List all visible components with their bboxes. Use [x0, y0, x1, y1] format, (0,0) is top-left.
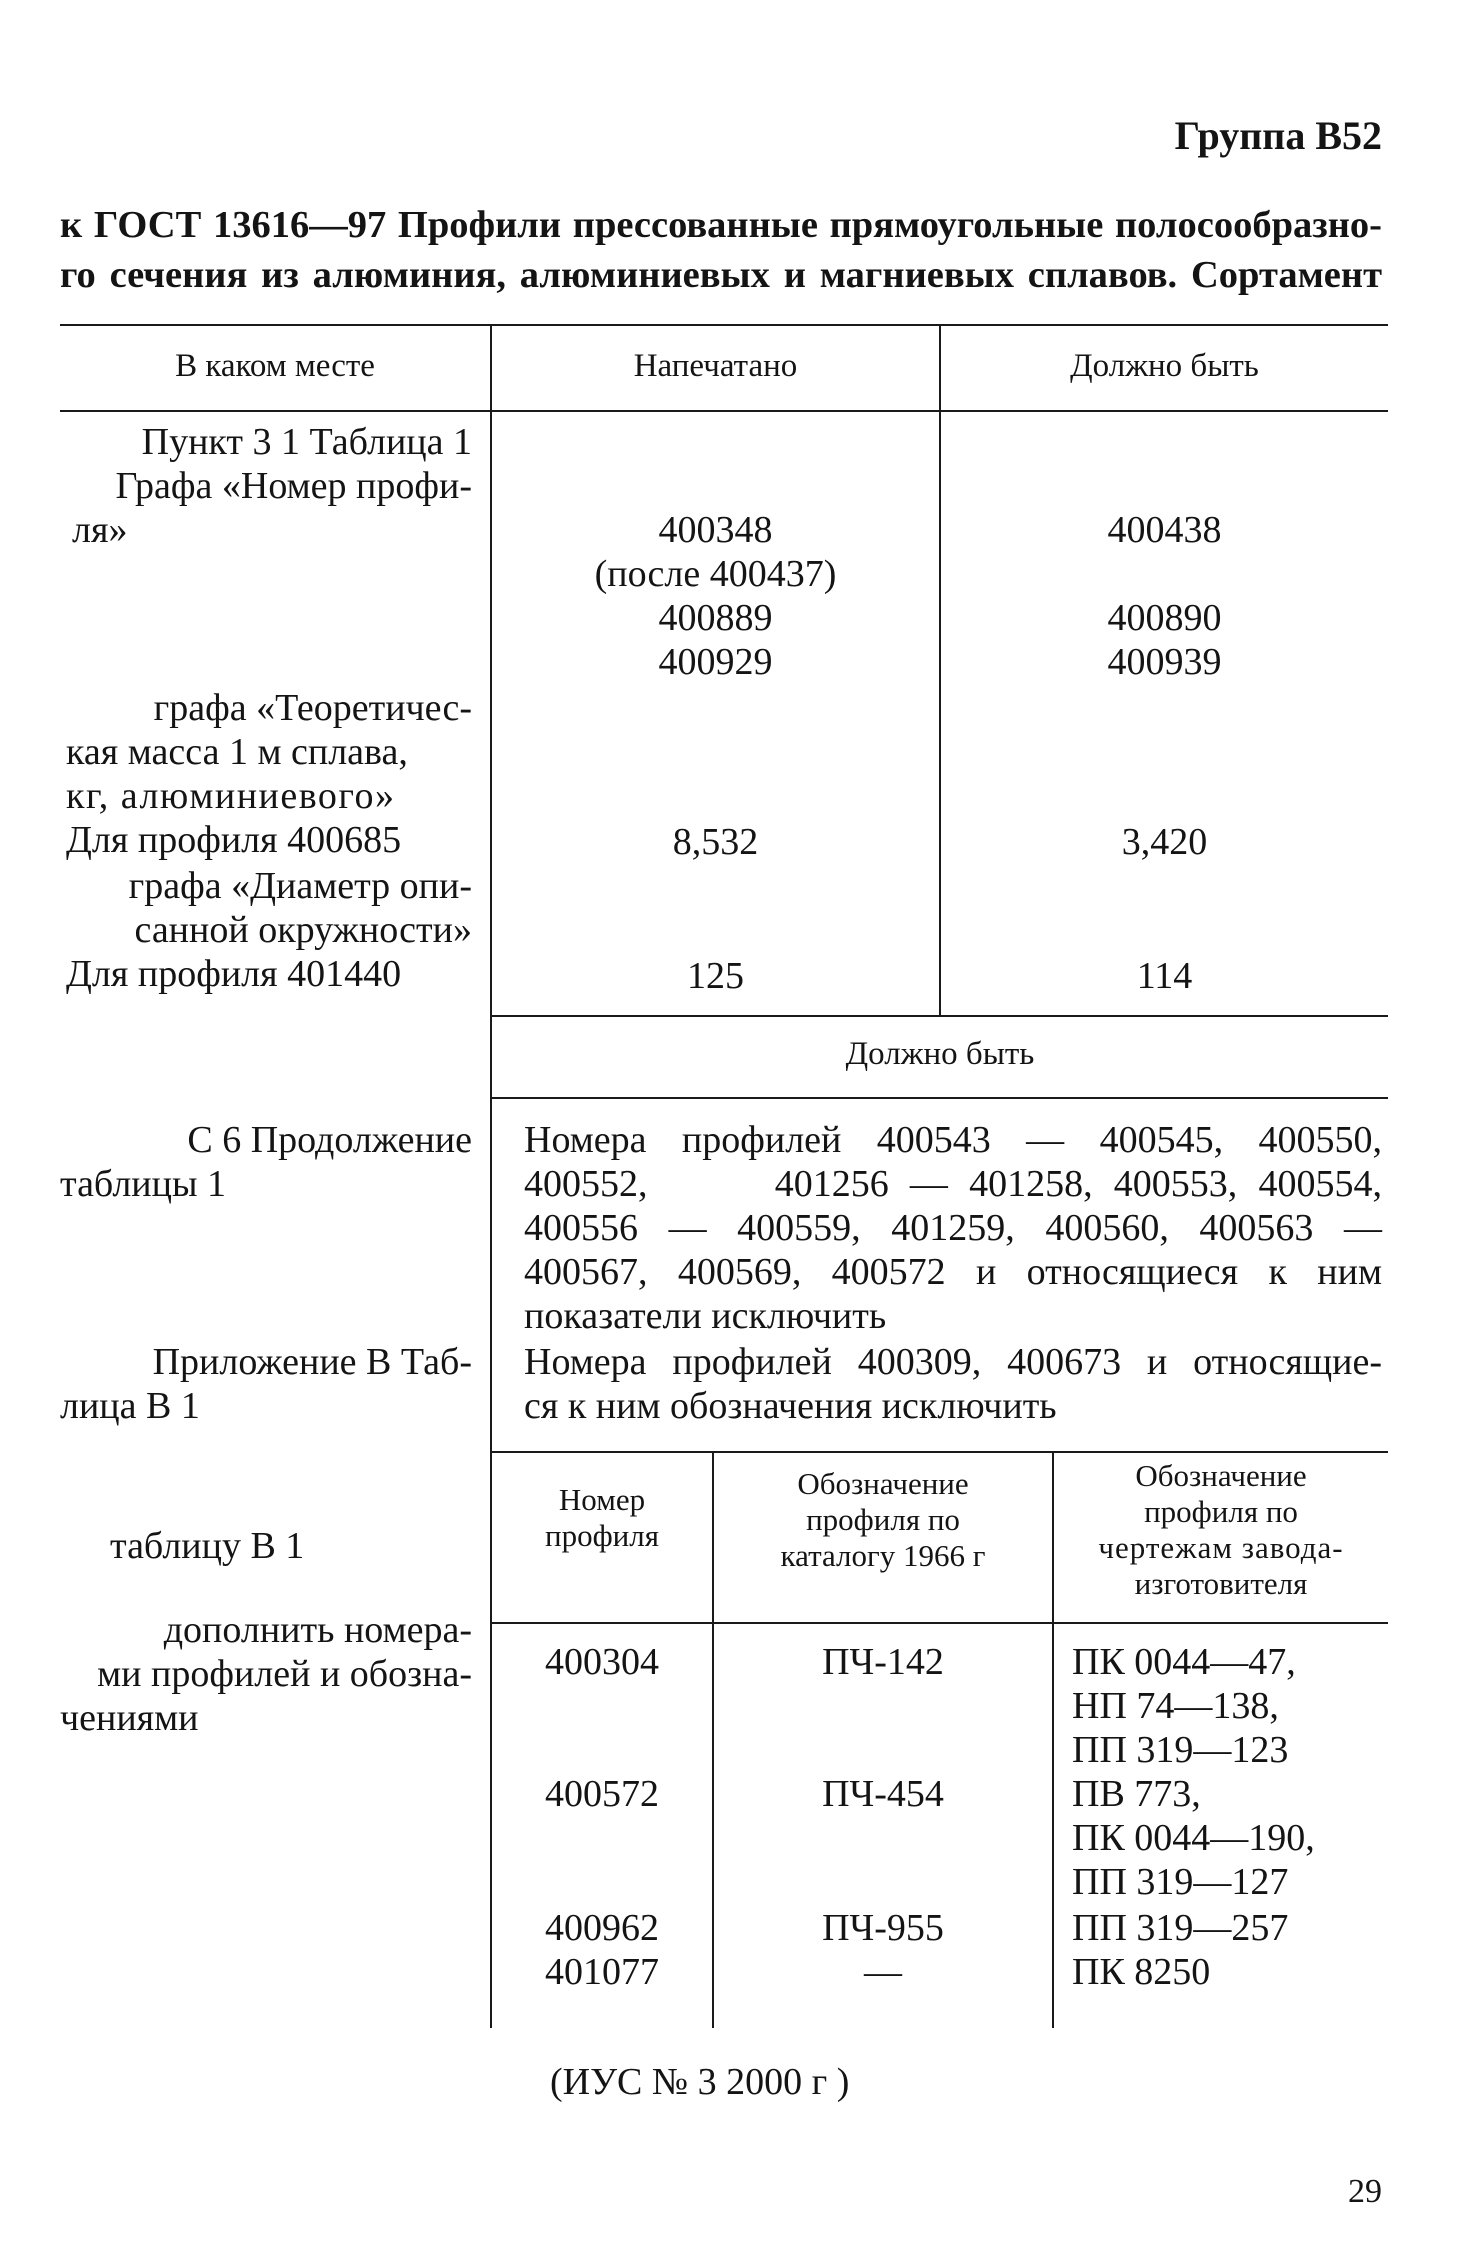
row1-should-line-1: 400438 [1107, 509, 1222, 551]
subtable-header-number-line-1: Номер [558, 1482, 646, 1517]
group-label: Группа В52 [1174, 113, 1382, 158]
document-title-line-1: к ГОСТ 13616—97 Профили прессованные прямоугольные полосообразно- [60, 204, 1382, 246]
header-place: В каком месте [175, 348, 375, 384]
subtable-row2-factory-line-2: ПК 0044—190, [1072, 1817, 1315, 1859]
subtable-header-factory-line-2: профиля по [1144, 1494, 1298, 1529]
subtable-header-factory [1054, 1458, 1388, 1602]
exclusion2-place-line-1: Приложение В Таб- [152, 1341, 472, 1383]
exclusion1-place [60, 1118, 472, 1206]
row1-should-line-2: 400890 [1107, 597, 1222, 639]
header-printed: Напечатано [633, 348, 798, 384]
subtable-row1-number: 400304 [545, 1641, 659, 1683]
source-note: (ИУС № 3 2000 г ) [550, 2061, 850, 2103]
subtable-header-factory-line-1: Обозначение [1135, 1458, 1307, 1493]
subtable-row2-factory [1072, 1772, 1382, 1904]
exclusion2-place [60, 1340, 472, 1428]
subtable-row1-catalog: ПЧ-142 [822, 1641, 944, 1683]
row2-place-line-2: кая масса 1 м сплава, [66, 731, 408, 773]
row1-printed [492, 508, 939, 684]
row2-place-line-1: графа «Теоретичес- [153, 687, 472, 729]
subtable-header-catalog-line-2: профиля по [806, 1502, 960, 1537]
document-title-line-2: го сечения из алюминия, алюминиевых и магниевых сплавов. Сортамент [60, 254, 1382, 296]
subtable-row3-factory [1072, 1906, 1382, 1950]
subtable-header-factory-line-3: чертежам завода- [1098, 1530, 1344, 1565]
row3-printed: 125 [687, 955, 744, 997]
row1-should-be [941, 508, 1388, 684]
subtable-header-number-line-2: профиля [545, 1518, 659, 1553]
table-header-rule [60, 410, 1388, 412]
exclusion1-place-line-1: С 6 Продолжение [187, 1119, 472, 1161]
subtable-header-catalog-line-3: каталогу 1966 г [780, 1538, 986, 1573]
exclusion1-line-1: Номера профилей 400543 — 400545, 400550, [524, 1119, 1382, 1161]
header-should-be: Должно быть [1070, 348, 1259, 384]
row1-place-line-1: Пункт 3 1 Таблица 1 [141, 421, 472, 463]
row1-place-line-3: ля» [72, 509, 128, 551]
row1-printed-line-1: 400348 [658, 509, 773, 551]
merged-header-top-rule [490, 1015, 1388, 1017]
row1-should-spacer [941, 552, 1388, 596]
row3-should-be: 114 [1136, 955, 1193, 997]
table-top-rule [60, 324, 1388, 326]
subtable-row1-factory [1072, 1640, 1382, 1772]
addition-place [110, 1524, 472, 1568]
row3-place-line-1: графа «Диаметр опи- [128, 865, 472, 907]
subtable-top-rule [490, 1451, 1388, 1453]
exclusion1-line-5: показатели исключить [524, 1295, 887, 1337]
addition-place-b-line-1: дополнить номера- [163, 1609, 472, 1651]
exclusion1-text [524, 1118, 1382, 1338]
subtable-row1-factory-line-1: ПК 0044—47, [1072, 1641, 1296, 1683]
row2-should-be: 3,420 [1121, 821, 1208, 863]
subtable-row3-catalog: ПЧ-955 [822, 1907, 944, 1949]
subtable-row2-factory-line-1: ПВ 773, [1072, 1773, 1201, 1815]
row2-place-line-3: кг, алюминиевого» [66, 775, 396, 817]
subtable-header-factory-line-4: изготовителя [1134, 1566, 1308, 1601]
subtable-row1-factory-line-3: ПП 319—123 [1072, 1729, 1289, 1771]
row1-printed-line-4: 400929 [658, 641, 773, 683]
addition-place-b-line-3: чениями [60, 1697, 199, 1739]
addition-place-b [60, 1608, 472, 1740]
row3-place [66, 864, 472, 996]
exclusion1-line-4: 400567, 400569, 400572 и относящиеся к ним [524, 1251, 1382, 1293]
exclusion1-line-2: 400552, 401256 — 401258, 400553, 400554, [524, 1163, 1382, 1205]
row2-place-line-4: Для профиля 400685 [66, 819, 402, 861]
exclusion2-text [524, 1340, 1382, 1428]
subtable-row3-factory-line-1: ПП 319—257 [1072, 1907, 1289, 1949]
subtable-row4-factory [1072, 1950, 1382, 1994]
row1-place [60, 420, 472, 552]
subtable-row3-number: 400962 [545, 1907, 659, 1949]
row1-should-line-3: 400939 [1107, 641, 1222, 683]
row1-printed-line-3: 400889 [658, 597, 773, 639]
subtable-row2-number: 400572 [545, 1773, 659, 1815]
exclusion2-line-2: ся к ним обозначения исключить [524, 1385, 1057, 1427]
exclusion1-line-3: 400556 — 400559, 401259, 400560, 400563 — [524, 1207, 1382, 1249]
row1-place-line-2: Графа «Номер профи- [115, 465, 472, 507]
addition-place-b-line-2: ми профилей и обозна- [97, 1653, 472, 1695]
subtable-header-catalog [714, 1466, 1052, 1574]
merged-header-should-be: Должно быть [845, 1036, 1035, 1072]
document-title [60, 200, 1382, 300]
subtable-row2-factory-line-3: ПП 319—127 [1072, 1861, 1289, 1903]
addition-place-line-1: таблицу В 1 [110, 1525, 305, 1567]
exclusion1-place-line-2: таблицы 1 [60, 1163, 226, 1205]
exclusion2-line-1: Номера профилей 400309, 400673 и относящие- [524, 1341, 1382, 1383]
exclusion2-place-line-2: лица В 1 [60, 1385, 200, 1427]
subtable-row4-factory-line-1: ПК 8250 [1072, 1951, 1211, 1993]
subtable-header-number [492, 1482, 712, 1554]
row1-printed-line-2: (после 400437) [594, 553, 837, 595]
row3-place-line-2: санной окружности» [134, 909, 472, 951]
row2-printed: 8,532 [672, 821, 759, 863]
subtable-row1-factory-line-2: НП 74—138, [1072, 1685, 1279, 1727]
subtable-row2-catalog: ПЧ-454 [822, 1773, 944, 1815]
subtable-row4-number: 401077 [545, 1951, 659, 1993]
row2-place [66, 686, 472, 862]
subtable-header-catalog-line-1: Обозначение [797, 1466, 969, 1501]
row3-place-line-3: Для профиля 401440 [66, 953, 402, 995]
page-number: 29 [1348, 2173, 1382, 2210]
subtable-row4-catalog: — [864, 1951, 902, 1993]
merged-header-bottom-rule [490, 1097, 1388, 1099]
subtable-header-rule [490, 1622, 1388, 1624]
